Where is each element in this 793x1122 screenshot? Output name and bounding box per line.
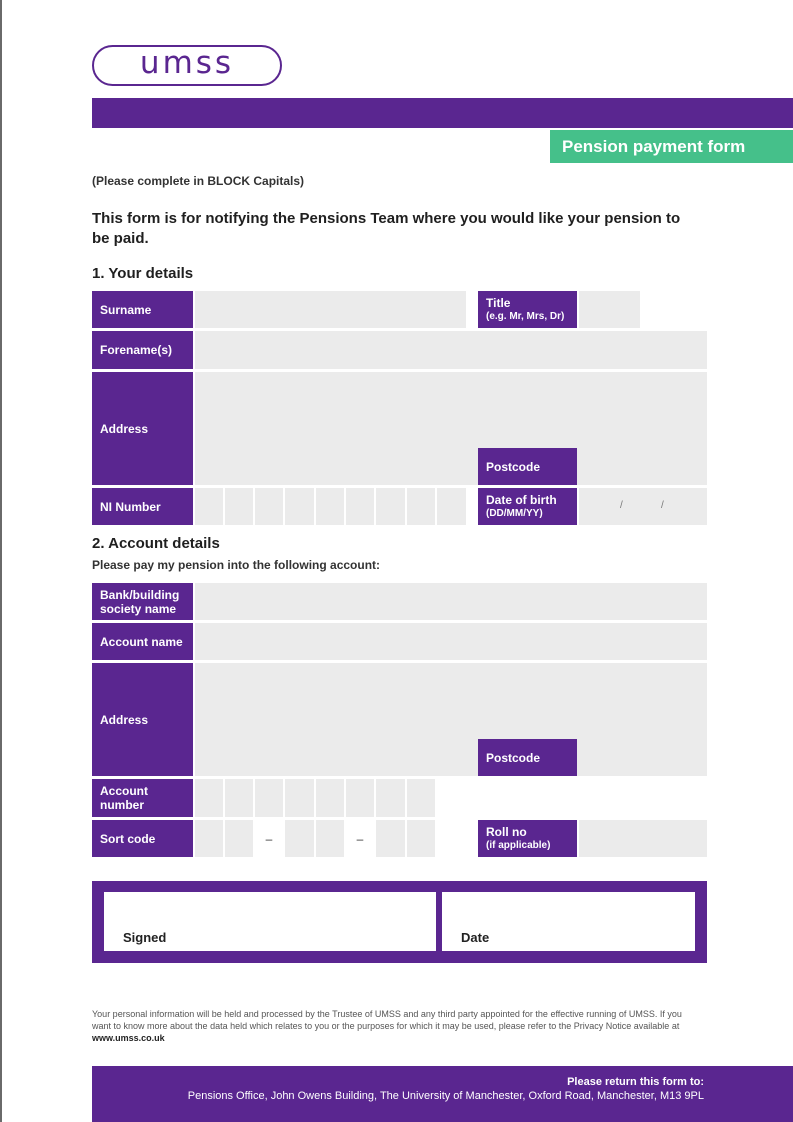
page-edge bbox=[0, 0, 2, 1122]
ni-number-label: NI Number bbox=[92, 488, 193, 525]
signed-label: Signed bbox=[123, 930, 167, 945]
roll-no-label: Roll no (if applicable) bbox=[478, 820, 577, 857]
ni-box[interactable] bbox=[407, 488, 435, 525]
ni-box[interactable] bbox=[195, 488, 223, 525]
bank-postcode-label: Postcode bbox=[478, 739, 577, 776]
signed-field[interactable] bbox=[104, 892, 436, 951]
surname-field[interactable] bbox=[195, 291, 466, 328]
account-number-box[interactable] bbox=[195, 779, 223, 817]
dob-separator: / bbox=[620, 500, 623, 511]
sort-code-box[interactable] bbox=[225, 820, 253, 857]
return-address: Pensions Office, John Owens Building, The University of Manchester, Oxford Road, Manchester, M13 9PL bbox=[187, 1090, 704, 1102]
forenames-label: Forename(s) bbox=[92, 331, 193, 369]
bank-address-label: Address bbox=[92, 663, 193, 776]
section2-heading: 2. Account details bbox=[92, 535, 220, 552]
intro-text: This form is for notifying the Pensions Team where you would like your pension to be paid. bbox=[92, 210, 681, 247]
account-number-box[interactable] bbox=[376, 779, 405, 817]
sort-code-separator: – bbox=[346, 820, 374, 857]
account-name-label: Account name bbox=[92, 623, 193, 660]
umss-logo bbox=[92, 45, 282, 86]
return-footer bbox=[92, 1066, 793, 1122]
ni-box[interactable] bbox=[346, 488, 374, 525]
dob-label: Date of birth (DD/MM/YY) bbox=[478, 488, 577, 525]
sort-code-box[interactable] bbox=[376, 820, 405, 857]
ni-box[interactable] bbox=[437, 488, 466, 525]
account-number-label: Account number bbox=[92, 779, 193, 817]
sort-code-box[interactable] bbox=[316, 820, 344, 857]
date-label: Date bbox=[461, 930, 490, 945]
capitals-note: (Please complete in BLOCK Capitals) bbox=[92, 174, 305, 188]
title-label: Title (e.g. Mr, Mrs, Dr) bbox=[478, 291, 577, 328]
sort-code-separator: – bbox=[255, 820, 283, 857]
ni-box[interactable] bbox=[225, 488, 253, 525]
account-number-box[interactable] bbox=[225, 779, 253, 817]
postcode-label: Postcode bbox=[478, 448, 577, 485]
bank-name-label: Bank/building society name bbox=[92, 583, 193, 620]
sort-code-label: Sort code bbox=[92, 820, 193, 857]
ni-box[interactable] bbox=[376, 488, 405, 525]
form-title: Pension payment form bbox=[550, 130, 793, 163]
address-field[interactable] bbox=[195, 372, 707, 485]
header-bar bbox=[92, 98, 793, 128]
bank-address-field[interactable] bbox=[195, 663, 707, 776]
title-field[interactable] bbox=[579, 291, 640, 328]
privacy-link[interactable]: www.umss.co.uk bbox=[92, 1033, 165, 1043]
forenames-field[interactable] bbox=[195, 331, 707, 369]
sort-code-box[interactable] bbox=[407, 820, 435, 857]
account-number-box[interactable] bbox=[316, 779, 344, 817]
section1-heading: 1. Your details bbox=[92, 265, 194, 282]
date-field[interactable] bbox=[442, 892, 695, 951]
sort-code-box[interactable] bbox=[285, 820, 314, 857]
bank-name-field[interactable] bbox=[195, 583, 707, 620]
account-number-box[interactable] bbox=[407, 779, 435, 817]
sort-code-box[interactable] bbox=[195, 820, 223, 857]
ni-box[interactable] bbox=[285, 488, 314, 525]
ni-box[interactable] bbox=[316, 488, 344, 525]
address-label: Address bbox=[92, 372, 193, 485]
account-name-field[interactable] bbox=[195, 623, 707, 660]
privacy-notice: Your personal information will be held and processed by the Trustee of UMSS and any third party appointed for the effective running of UMSS. If you want to know more about the data held which relates to you or the purposes for which it may be used, please refer to the Privacy Notice available at www.umss.co.uk bbox=[92, 1009, 682, 1043]
ni-box[interactable] bbox=[255, 488, 283, 525]
roll-no-field[interactable] bbox=[579, 820, 707, 857]
account-number-box[interactable] bbox=[346, 779, 374, 817]
account-number-box[interactable] bbox=[285, 779, 314, 817]
dob-separator: / bbox=[661, 500, 664, 511]
logo-text: umss bbox=[139, 45, 235, 81]
dob-field[interactable] bbox=[579, 488, 707, 525]
section2-subheading: Please pay my pension into the following account: bbox=[92, 558, 381, 572]
surname-label: Surname bbox=[92, 291, 193, 328]
account-number-box[interactable] bbox=[255, 779, 283, 817]
return-label: Please return this form to: bbox=[567, 1076, 704, 1088]
